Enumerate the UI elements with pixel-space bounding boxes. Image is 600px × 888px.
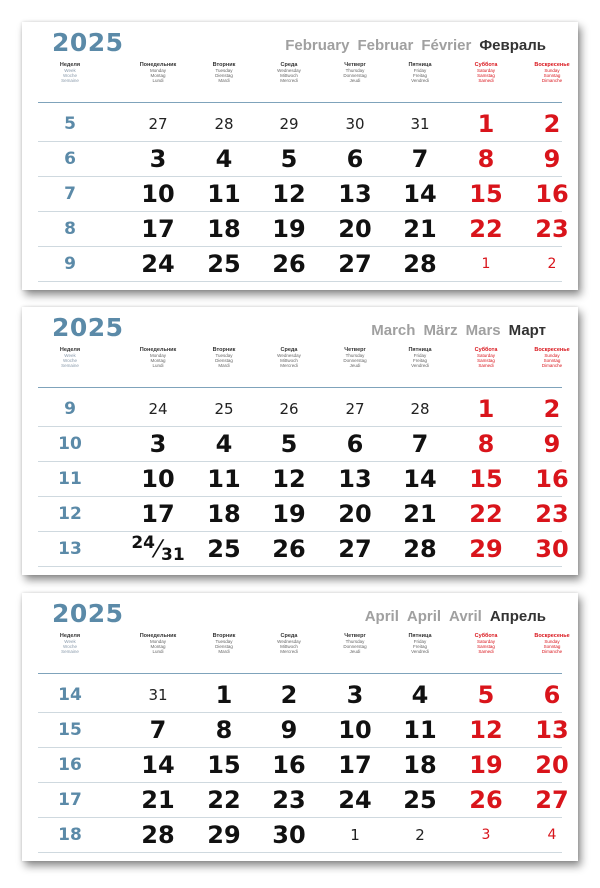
week-number-text: 13 [58,538,82,559]
year-label: 2025 [52,28,124,57]
day-header [38,348,102,368]
day-header-translation: Jeudi [349,649,361,654]
month-name: Mars [465,322,501,339]
day-header-ru: Неделя [59,62,81,68]
day-header [388,63,452,83]
header-divider [38,673,562,674]
day-header-translation: Week [64,353,76,358]
day-cell: 19 [272,499,306,528]
day-cell: 31 [410,114,430,133]
day-cell: 3 [149,429,167,458]
day-cell: 4 [215,429,233,458]
day-header [454,634,518,654]
day-header [454,63,518,83]
day-cell: 10 [141,179,175,208]
day-cell: 16 [535,179,569,208]
day-cell: 6 [346,429,364,458]
day-cell: 26 [279,399,299,418]
day-cell: 7 [411,144,429,173]
day-header-translation: Woche [63,358,77,363]
day-header-ru: Четверг [344,347,366,353]
week-row [22,426,578,461]
day-header-translation: Lundi [152,78,164,83]
week-number-text: 9 [64,253,76,274]
day-header-translation: Mittwoch [280,644,298,649]
month-names [277,37,546,54]
day-header-translation: Freitag [412,644,427,649]
day-header-translation: Dimanche [541,78,563,83]
month-panel [22,22,578,290]
month-name: März [423,322,458,339]
month-names [363,322,546,339]
month-name: Février [421,37,472,54]
day-header-translation: Mardi [218,78,230,83]
week-row [22,782,578,817]
day-header-translation: Sunday [544,353,560,358]
day-header [38,63,102,83]
day-cell: 27 [148,114,168,133]
month-panel [22,307,578,575]
day-header-translation: Mardi [218,649,230,654]
day-cell: 27 [535,785,569,814]
day-cell: 19 [272,214,306,243]
day-header-translation: Samedi [478,363,494,368]
day-cell: 13 [535,715,569,744]
day-cell: 26 [469,785,503,814]
row-divider [38,281,562,282]
day-cell: 28 [141,820,175,849]
day-header-translation: Mercredi [280,649,298,654]
day-cell: 25 [207,534,241,563]
day-cell: 28 [410,399,430,418]
month-name: March [371,322,416,339]
day-header [323,63,387,83]
day-cell: 25 [403,785,437,814]
day-header-ru: Пятница [408,62,432,68]
month-name: Март [508,322,546,339]
day-cell: 13 [338,179,372,208]
day-header-translation: Woche [63,644,77,649]
day-cell: 23 [535,499,569,528]
day-cell: 2 [543,394,561,423]
day-header-translation: Saturday [476,639,495,644]
day-cell: 8 [477,144,495,173]
day-header-translation: Freitag [412,358,427,363]
day-cell: 20 [338,499,372,528]
day-header-translation: Monday [149,68,166,73]
day-cell: 18 [403,750,437,779]
day-cell: 27 [345,399,365,418]
month-name: February [285,37,350,54]
day-header-translation: Jeudi [349,363,361,368]
day-header-translation: Sunday [544,68,560,73]
week-row [22,531,578,566]
day-header-translation: Donnerstag [343,644,367,649]
day-cell: 31 [148,685,168,704]
day-header-translation: Friday [413,68,427,73]
day-cell: 21 [403,214,437,243]
day-cell: 12 [469,715,503,744]
day-header-translation: Tuesday [215,353,233,358]
day-header-translation: Samstag [477,358,495,363]
week-number-text: 18 [58,824,82,845]
day-cell: 8 [215,715,233,744]
week-number-text: 5 [64,113,76,134]
day-cell: 13 [338,464,372,493]
day-header [192,348,256,368]
day-cell: 8 [477,429,495,458]
day-header-translation: Week [64,639,76,644]
day-header-ru: Среда [280,633,298,639]
day-header-ru: Вторник [212,347,236,353]
day-header [388,634,452,654]
day-cell: 9 [280,715,298,744]
day-header-translation: Tuesday [215,639,233,644]
day-header-ru: Воскресенье [534,633,570,639]
day-cell: 6 [346,144,364,173]
header-divider [38,387,562,388]
day-cell: 3 [149,144,167,173]
day-cell: 12 [272,464,306,493]
day-header-translation: Friday [413,353,427,358]
day-header-translation: Lundi [152,363,164,368]
week-number-text: 11 [58,468,82,489]
day-header-ru: Четверг [344,62,366,68]
day-header-translation: Samedi [478,78,494,83]
day-header-translation: Montag [150,73,166,78]
day-cell: 3 [346,680,364,709]
day-cell: 5 [477,680,495,709]
month-name: Avril [449,608,482,625]
header-divider [38,102,562,103]
year-label: 2025 [52,599,124,628]
day-cell: 30 [535,534,569,563]
month-name: Februar [357,37,414,54]
day-cell: 29 [469,534,503,563]
week-row [22,747,578,782]
day-header-translation: Vendredi [411,78,429,83]
day-cell: 14 [403,179,437,208]
day-cell: 28 [403,249,437,278]
day-header-translation: Samstag [477,73,495,78]
week-number-text: 6 [64,148,76,169]
week-row [22,211,578,246]
day-cell: 16 [535,464,569,493]
day-header [257,634,321,654]
day-header-translation: Woche [63,73,77,78]
day-header-translation: Week [64,68,76,73]
row-divider [38,566,562,567]
day-cell: 10 [338,715,372,744]
day-header [323,348,387,368]
day-header-ru: Воскресенье [534,62,570,68]
day-cell: 24 [141,249,175,278]
day-header-translation: Semaine [61,78,79,83]
day-header-translation: Mittwoch [280,358,298,363]
week-row [22,141,578,176]
day-header [388,348,452,368]
day-cell: 25 [214,399,234,418]
day-cell: 16 [272,750,306,779]
day-header-translation: Vendredi [411,649,429,654]
day-cell: 19 [469,750,503,779]
day-header-translation: Monday [149,639,166,644]
day-header-translation: Sunday [544,639,560,644]
day-header-translation: Dimanche [541,649,563,654]
day-header [38,634,102,654]
day-cell: 21 [141,785,175,814]
day-header [520,634,584,654]
row-divider [38,852,562,853]
month-name: Февраль [479,37,546,54]
day-header-translation: Wednesday [277,68,301,73]
day-header-translation: Mercredi [280,78,298,83]
day-header-translation: Semaine [61,363,79,368]
day-cell: 10 [141,464,175,493]
day-cell: 22 [207,785,241,814]
day-header-translation: Vendredi [411,363,429,368]
day-cell: 22 [469,499,503,528]
day-cell: 3 [481,826,491,843]
day-cell: 23 [272,785,306,814]
day-cell: 1 [477,109,495,138]
day-header-translation: Sonntag [543,73,561,78]
day-cell: 1 [350,825,360,844]
day-cell: 7 [149,715,167,744]
week-number-text: 7 [64,183,76,204]
day-cell: 29 [207,820,241,849]
day-cell: 1 [481,255,491,272]
day-header-translation: Wednesday [277,353,301,358]
day-cell: 17 [338,750,372,779]
day-header-translation: Dimanche [541,363,563,368]
day-header-translation: Dienstag [215,358,233,363]
month-names [357,608,546,625]
day-cell: 2 [547,255,557,272]
day-header-translation: Thursday [345,353,365,358]
day-header-translation: Monday [149,353,166,358]
day-header-translation: Donnerstag [343,358,367,363]
day-cell: 15 [207,750,241,779]
day-cell: 28 [403,534,437,563]
day-cell: 28 [214,114,234,133]
day-header-translation: Wednesday [277,639,301,644]
day-header [126,348,190,368]
day-cell: 18 [207,499,241,528]
day-header-ru: Пятница [408,633,432,639]
day-cell: 26 [272,534,306,563]
day-header-ru: Неделя [59,347,81,353]
month-name: Апрель [489,608,546,625]
day-cell: 4 [411,680,429,709]
day-header-ru: Понедельник [139,347,177,353]
day-header-translation: Sonntag [543,644,561,649]
day-header [323,634,387,654]
day-cell: 27 [338,534,372,563]
week-number-text: 10 [58,433,82,454]
week-number-text: 14 [58,684,82,705]
day-cell: 29 [279,114,299,133]
day-header-translation: Thursday [345,639,365,644]
month-panel [22,593,578,861]
day-cell: 27 [338,249,372,278]
day-header-ru: Суббота [474,62,498,68]
day-header-translation: Montag [150,358,166,363]
day-header-translation: Mercredi [280,363,298,368]
day-cell: 2 [543,109,561,138]
day-header-translation: Thursday [345,68,365,73]
day-cell: 9 [543,144,561,173]
day-cell: 11 [403,715,437,744]
week-number-text: 12 [58,503,82,524]
day-cell: 2 [280,680,298,709]
day-cell: 15 [469,179,503,208]
day-cell: 20 [535,750,569,779]
week-row [22,712,578,747]
day-cell: 9 [543,429,561,458]
day-cell: 5 [280,429,298,458]
day-header [126,634,190,654]
day-cell: 15 [469,464,503,493]
day-header-translation: Sonntag [543,358,561,363]
day-cell: 2 [415,825,425,844]
day-cell: 1 [215,680,233,709]
month-name: April [406,608,442,625]
month-name: April [364,608,399,625]
day-header-translation: Samedi [478,649,494,654]
week-number-text: 17 [58,789,82,810]
day-header-translation: Mittwoch [280,73,298,78]
day-header [126,63,190,83]
day-cell: 20 [338,214,372,243]
day-header-translation: Dienstag [215,644,233,649]
day-cell: 26 [272,249,306,278]
day-header [520,348,584,368]
day-cell: 30 [345,114,365,133]
day-header [520,63,584,83]
day-header [257,63,321,83]
day-header-translation: Samstag [477,644,495,649]
day-header-translation: Mardi [218,363,230,368]
day-header-ru: Суббота [474,347,498,353]
day-cell: 11 [207,179,241,208]
week-row [22,391,578,426]
day-header-translation: Freitag [412,73,427,78]
day-cell: 24 [338,785,372,814]
day-cell: 25 [207,249,241,278]
day-header-translation: Saturday [476,68,495,73]
day-cell: 21 [403,499,437,528]
day-cell: 18 [207,214,241,243]
day-header-translation: Dienstag [215,73,233,78]
day-cell: 17 [141,499,175,528]
day-header-translation: Montag [150,644,166,649]
day-cell: 17 [141,214,175,243]
week-number-text: 15 [58,719,82,740]
day-header-ru: Понедельник [139,62,177,68]
day-cell: 11 [207,464,241,493]
day-header-translation: Tuesday [215,68,233,73]
day-header [192,63,256,83]
day-header-ru: Пятница [408,347,432,353]
day-cell: 12 [272,179,306,208]
week-row [22,246,578,281]
week-row [22,496,578,531]
year-label: 2025 [52,313,124,342]
day-cell: 24 [148,399,168,418]
day-header-ru: Суббота [474,633,498,639]
week-row [22,677,578,712]
day-header-ru: Вторник [212,633,236,639]
day-header-ru: Четверг [344,633,366,639]
week-number-text: 16 [58,754,82,775]
week-row [22,176,578,211]
day-header-translation: Saturday [476,353,495,358]
day-header-ru: Воскресенье [534,347,570,353]
day-cell: 4 [215,144,233,173]
week-number-text: 8 [64,218,76,239]
day-cell: 14 [403,464,437,493]
day-cell: 22 [469,214,503,243]
day-header-translation: Lundi [152,649,164,654]
week-row [22,106,578,141]
day-cell: 23 [535,214,569,243]
day-cell: 6 [543,680,561,709]
day-cell: 7 [411,429,429,458]
day-header-ru: Неделя [59,633,81,639]
day-header-ru: Понедельник [139,633,177,639]
week-row [22,817,578,852]
day-header [257,348,321,368]
day-header-ru: Среда [280,62,298,68]
day-header-translation: Jeudi [349,78,361,83]
day-header-translation: Semaine [61,649,79,654]
day-header-translation: Friday [413,639,427,644]
day-header [454,348,518,368]
day-cell: 24 ⁄ 31 [131,532,185,565]
day-header [192,634,256,654]
week-row [22,461,578,496]
day-cell: 30 [272,820,306,849]
day-cell: 14 [141,750,175,779]
week-number-text: 9 [64,398,76,419]
day-cell: 1 [477,394,495,423]
day-header-ru: Вторник [212,62,236,68]
day-cell: 5 [280,144,298,173]
day-header-ru: Среда [280,347,298,353]
day-header-translation: Donnerstag [343,73,367,78]
day-cell: 4 [547,826,557,843]
